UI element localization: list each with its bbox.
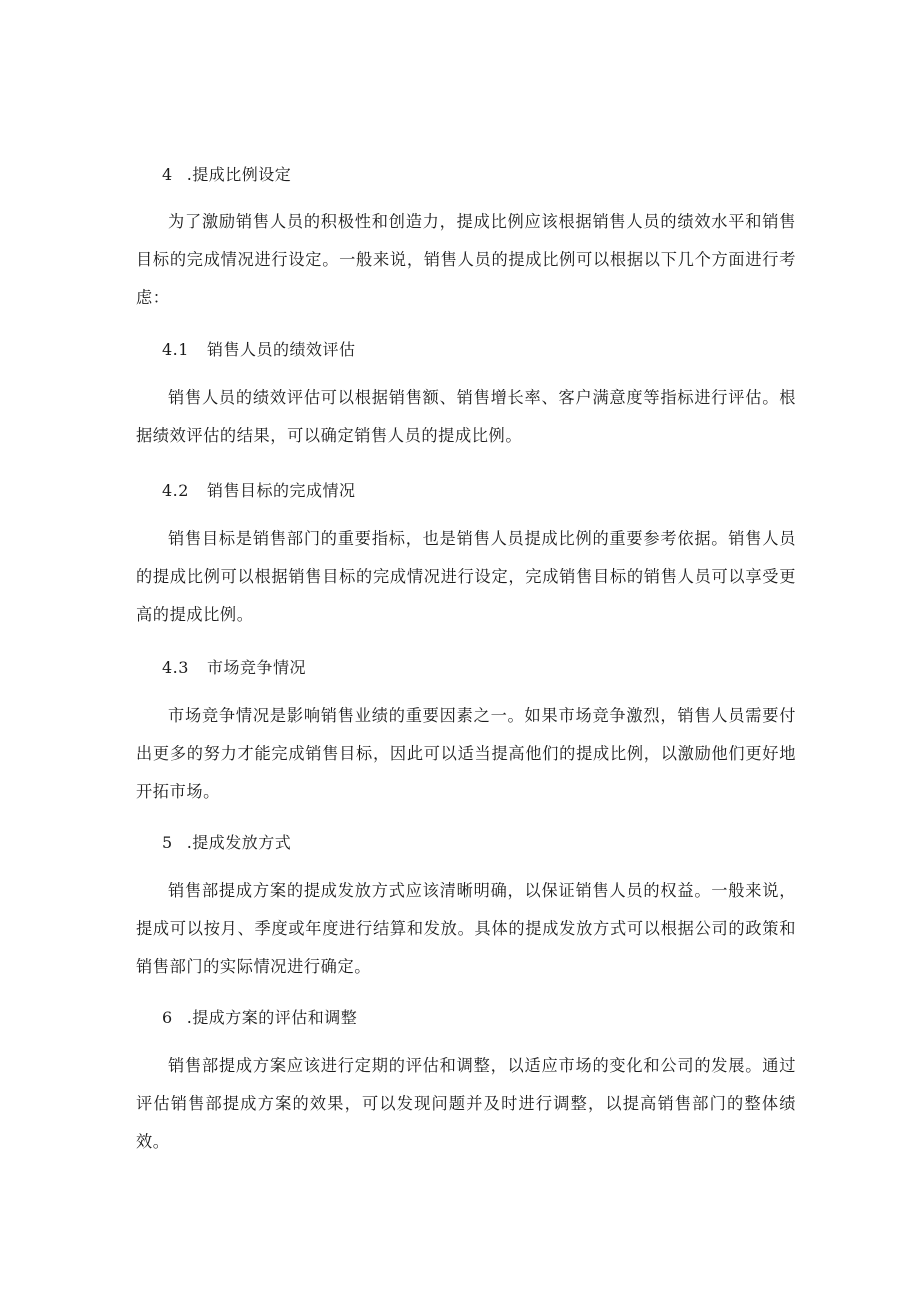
section-number: 6 <box>162 1008 173 1027</box>
section-number: 4.2 <box>162 481 189 500</box>
paragraph-sales-target: 销售目标是销售部门的重要指标，也是销售人员提成比例的重要参考依据。销售人员的提成比例可以根据销售目标的完成情况进行设定，完成销售目标的销售人员可以享受更高的提成比例。 <box>136 529 796 624</box>
paragraph-evaluation-adjustment: 销售部提成方案应该进行定期的评估和调整，以适应市场的变化和公司的发展。通过评估销售部提成方案的效果，可以发现问题并及时进行调整，以提高销售部门的整体绩效。 <box>136 1056 796 1151</box>
paragraph-performance-evaluation: 销售人员的绩效评估可以根据销售额、销售增长率、客户满意度等指标进行评估。根据绩效评估的结果，可以确定销售人员的提成比例。 <box>136 388 796 445</box>
paragraph-market-competition: 市场竞争情况是影响销售业绩的重要因素之一。如果市场竞争激烈，销售人员需要付出更多的努力才能完成销售目标，因此可以适当提高他们的提成比例，以激励他们更好地开拓市场。 <box>136 706 796 801</box>
section-title: .提成方案的评估和调整 <box>186 1008 358 1027</box>
paragraph-commission-ratio-intro: 为了激励销售人员的积极性和创造力，提成比例应该根据销售人员的绩效水平和销售目标的完成情况进行设定。一般来说，销售人员的提成比例可以根据以下几个方面进行考虑： <box>136 212 796 307</box>
section-number: 4.1 <box>162 340 189 359</box>
section-heading-4 <box>162 165 291 185</box>
section-number: 5 <box>162 833 173 852</box>
section-number: 4 <box>162 165 173 184</box>
section-heading-5 <box>162 833 291 853</box>
section-heading-4-3 <box>162 658 306 678</box>
paragraph-payment-method: 销售部提成方案的提成发放方式应该清晰明确，以保证销售人员的权益。一般来说，提成可以按月、季度或年度进行结算和发放。具体的提成发放方式可以根据公司的政策和销售部门的实际情况进行确定。 <box>136 881 796 976</box>
section-title: 销售目标的完成情况 <box>206 481 356 500</box>
section-title: 市场竞争情况 <box>206 658 306 677</box>
section-title: 销售人员的绩效评估 <box>206 340 356 359</box>
section-number: 4.3 <box>162 658 189 677</box>
section-heading-4-1 <box>162 340 355 360</box>
section-title: .提成发放方式 <box>186 833 292 852</box>
section-heading-6 <box>162 1008 357 1028</box>
section-title: .提成比例设定 <box>186 165 292 184</box>
section-heading-4-2 <box>162 481 355 501</box>
